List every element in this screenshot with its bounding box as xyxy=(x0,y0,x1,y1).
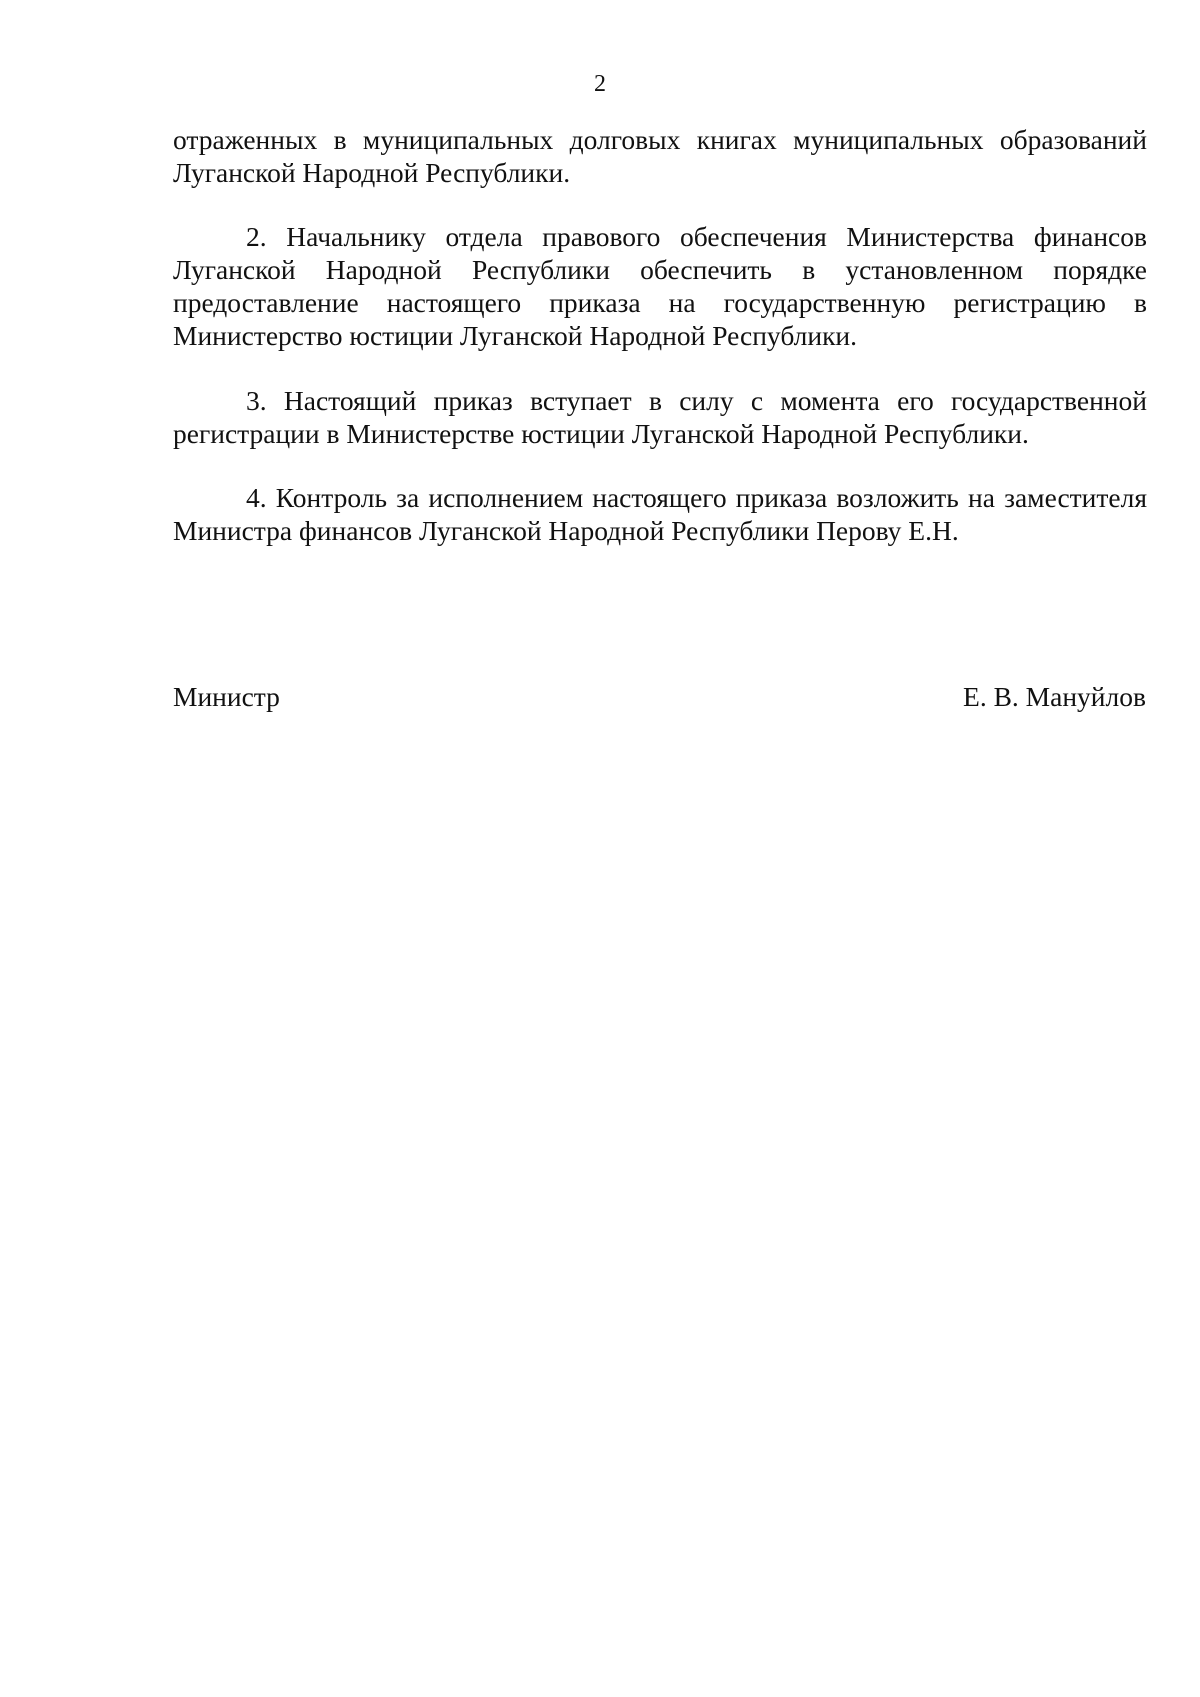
paragraph-item-2: 2. Начальнику отдела правового обеспечения Министерства финансов Луганской Народной Республики обеспечить в установленном порядке предоставление настоящего приказа на государственную регистрацию в Министерство юстиции Луганской Народной Республики. xyxy=(173,221,1147,351)
signature-title: Министр xyxy=(173,681,280,712)
paragraph-continuation: отраженных в муниципальных долговых книгах муниципальных образований Луганской Народной Республики. xyxy=(173,124,1147,188)
paragraph-item-4: 4. Контроль за исполнением настоящего приказа возложить на заместителя Министра финансов Луганской Народной Республики Перову Е.Н. xyxy=(173,482,1147,546)
signature-name: Е. В. Мануйлов xyxy=(963,681,1146,712)
page-number: 2 xyxy=(594,71,606,97)
paragraph-item-3: 3. Настоящий приказ вступает в силу с момента его государственной регистрации в Министерстве юстиции Луганской Народной Республики. xyxy=(173,385,1147,449)
